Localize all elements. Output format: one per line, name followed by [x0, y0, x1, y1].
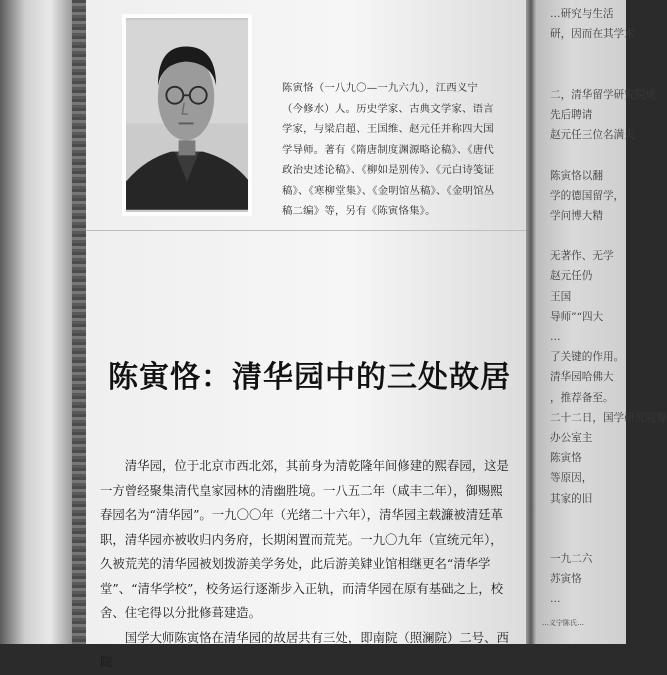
facing-page-line: …研究与生活 — [550, 8, 614, 20]
facing-page-line: 赵元任三位名满天 — [550, 129, 635, 142]
facing-page-line — [550, 44, 660, 64]
facing-page-line: 无著作、无学 — [550, 250, 614, 263]
facing-page-line: 了关键的作用。 — [550, 351, 625, 364]
facing-page-line: 导师”“四大 — [550, 310, 604, 323]
facing-page-line: 苏寅恪 — [550, 573, 582, 586]
page-stack-band — [72, 0, 86, 644]
facing-page-line: 赵元任仍 — [550, 270, 593, 283]
facing-page — [536, 0, 667, 644]
facing-page-text — [550, 4, 667, 650]
facing-page-line: 先后聘请 — [550, 108, 593, 121]
book-page — [86, 0, 526, 669]
portrait-photo — [122, 14, 252, 216]
facing-page-line: 学问博大精 — [550, 209, 603, 222]
book-gutter — [526, 0, 536, 644]
facing-page-line: 研，因而在其学术 — [550, 28, 635, 41]
facing-page-line: 等原因， — [550, 472, 593, 485]
facing-page-line: 办公室主 — [550, 431, 593, 444]
facing-page-line — [550, 509, 660, 529]
facing-page-line — [550, 65, 660, 85]
paragraph-2: 国学大师陈寅恪在清华园的故居共有三处，即南院（照澜院）二号、西院 — [100, 629, 509, 669]
divider-line — [86, 230, 526, 231]
portrait-illustration — [126, 18, 248, 212]
chapter-title: 陈寅恪：清华园中的三处故居 — [108, 360, 511, 395]
facing-page-line: 王国 — [550, 290, 572, 303]
facing-page-line — [550, 145, 660, 165]
facing-page-footnote: …义宁陈氏… — [542, 619, 584, 627]
facing-page-line: 二十二日，国学研究院筹 — [550, 411, 667, 424]
facing-page-line — [550, 529, 660, 549]
facing-page-line: 陈寅恪 — [550, 452, 582, 465]
facing-page-line — [550, 630, 660, 650]
facing-page-line: … — [550, 331, 561, 343]
facing-page-line: … — [550, 593, 561, 606]
facing-page-line: 二，清华留学研究院成 — [550, 88, 656, 101]
facing-page-line: 清华园哈佛大 — [550, 371, 614, 384]
facing-page-line: 其家的旧 — [550, 492, 593, 505]
body-text — [100, 454, 514, 675]
facing-page-line: 学的德国留学， — [550, 189, 625, 202]
page-stack-edge — [0, 0, 72, 644]
paragraph-1: 清华园，位于北京市西北郊，其前身为清乾隆年间修建的熙春园，这是一方曾经聚集清代皇家园林的清幽胜境。一八五二年（咸丰二年），御赐熙春园名为“清华园”。一九〇〇年（光绪二十六年），清华园主载濂被清廷革职，清华园亦被收归内务府，长期闲置而荒芜。一九〇九年（宣统元年），久被荒芜的清华园被划拨游美学务处，此后游美肄业馆相继更名“清华学堂”、“清华学校”，校务运行逐渐步入正轨，而清华园在原有基础之上，校舍、住宅得以分批修葺建造。 — [100, 458, 509, 620]
facing-page-line: ，推荐备至。 — [550, 391, 614, 404]
facing-page-line: 陈寅恪以翻 — [550, 169, 603, 182]
photo-caption: 陈寅恪（一八九〇—一九六九），江西义宁（今修水）人。历史学家、古典文学家、语言学家，与梁启超、王国维、赵元任并称四大国学导师。著有《隋唐制度渊源略论稿》、《唐代政治史述论稿》、《柳如是别传》、《元白诗笺证稿》、《寒柳堂集》、《金明馆丛稿》、《金明馆丛稿二编》等，另有《陈寅恪集》。 — [282, 82, 495, 217]
facing-page-line — [550, 226, 660, 246]
facing-page-line: 一九二六 — [550, 553, 593, 566]
